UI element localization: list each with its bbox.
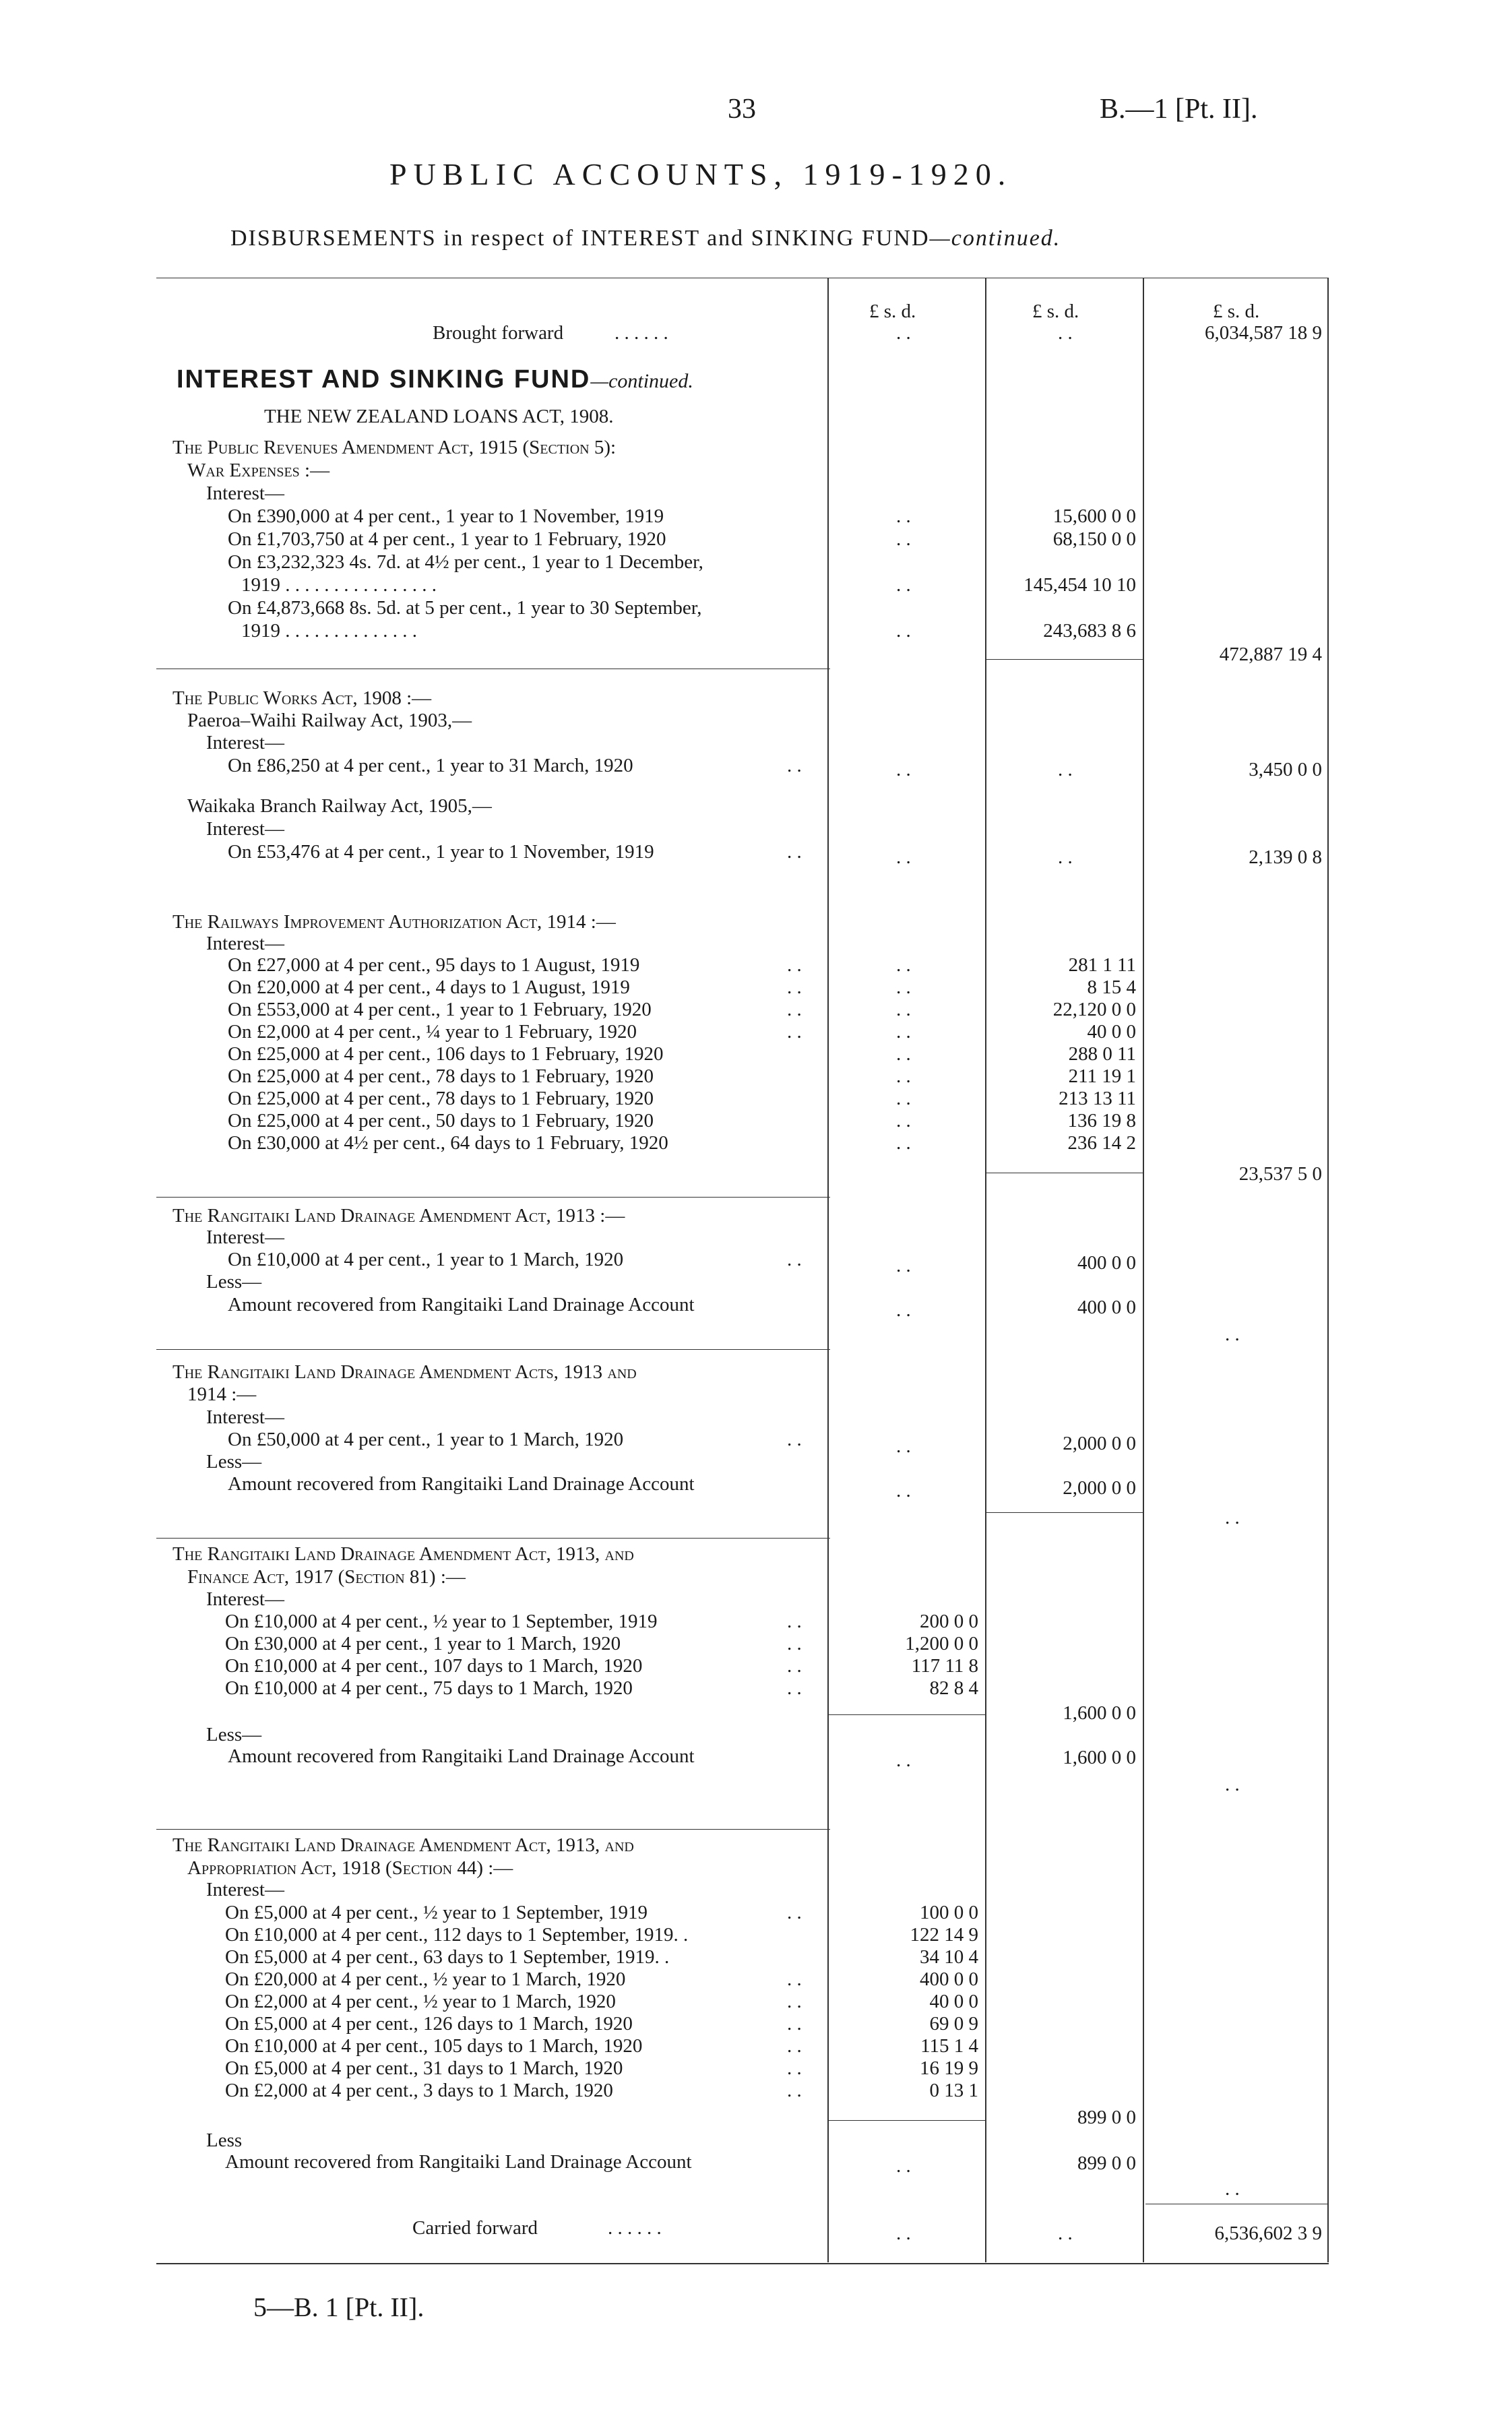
row-dots: . . bbox=[787, 2013, 802, 2035]
row-c1: . . bbox=[896, 574, 911, 596]
row-label: On £5,000 at 4 per cent., ½ year to 1 September, 1919 bbox=[225, 1902, 648, 1923]
rangitaiki-1913-1914-recovered-c1: . . bbox=[896, 1480, 911, 1501]
row-dots: . . bbox=[787, 1968, 802, 1990]
row-label: On £25,000 at 4 per cent., 106 days to 1 February, 1920 bbox=[228, 1043, 664, 1065]
rangitaiki-1913-1914-c1: . . bbox=[896, 1435, 911, 1457]
row-label: On £5,000 at 4 per cent., 31 days to 1 March, 1920 bbox=[225, 2057, 623, 2079]
row-amount-c1: 82 8 4 bbox=[929, 1677, 978, 1699]
row-label: On £5,000 at 4 per cent., 63 days to 1 September, 1919. . bbox=[225, 1946, 670, 1968]
paeroa-waihi-row-dots: . . bbox=[787, 755, 802, 776]
rangitaiki-1913-1914-heading: The Rangitaiki Land Drainage Amendment Acts, 1913 and bbox=[172, 1361, 637, 1383]
public-revenues-total: 472,887 19 4 bbox=[1219, 644, 1322, 665]
row-amount-c1: 40 0 0 bbox=[929, 1991, 978, 2012]
rangitaiki-appropriation-heading: The Rangitaiki Land Drainage Amendment Act, 1913, and bbox=[172, 1834, 634, 1856]
row-label: On £1,703,750 at 4 per cent., 1 year to 1 February, 1920 bbox=[228, 528, 666, 550]
rangitaiki-1913-1914-less: Less— bbox=[206, 1451, 262, 1472]
column-header-1: £ s. d. bbox=[869, 301, 916, 322]
rangitaiki-1913-1914-interest-label: Interest— bbox=[206, 1406, 284, 1428]
rangitaiki-1913-row-label: On £10,000 at 4 per cent., 1 year to 1 March, 1920 bbox=[228, 1249, 624, 1270]
row-label: On £2,000 at 4 per cent., ¼ year to 1 February, 1920 bbox=[228, 1021, 637, 1043]
row-dots: . . bbox=[787, 1902, 802, 1923]
rangitaiki-1913-recovered-label: Amount recovered from Rangitaiki Land Drainage Account bbox=[228, 1294, 695, 1315]
row-label: On £25,000 at 4 per cent., 78 days to 1 February, 1920 bbox=[228, 1088, 654, 1109]
row-c1: . . bbox=[896, 620, 911, 642]
row-dots: . . bbox=[787, 1611, 802, 1632]
row-c1: . . bbox=[896, 999, 911, 1020]
brought-forward-dots: . . . . . . bbox=[615, 322, 668, 344]
rangitaiki-appropriation-total: . . bbox=[1225, 2178, 1240, 2200]
row-dots: . . bbox=[787, 1677, 802, 1699]
document-reference: B.—1 [Pt. II]. bbox=[1100, 94, 1258, 125]
rangitaiki-appropriation-interest-label: Interest— bbox=[206, 1879, 284, 1900]
waikaka-c1: . . bbox=[896, 846, 911, 868]
row-c1: . . bbox=[896, 505, 911, 527]
rangitaiki-finance-heading: The Rangitaiki Land Drainage Amendment Act, 1913, and bbox=[172, 1543, 634, 1565]
waikaka-interest-label: Interest— bbox=[206, 818, 284, 840]
rangitaiki-appropriation-subtotal: 899 0 0 bbox=[1077, 2107, 1136, 2128]
rangitaiki-finance-recovered-c1: . . bbox=[896, 1749, 911, 1771]
page-title: PUBLIC ACCOUNTS, 1919-1920. bbox=[389, 157, 1013, 191]
brought-forward-total: 6,034,587 18 9 bbox=[1205, 322, 1322, 344]
paeroa-waihi-interest-label: Interest— bbox=[206, 732, 284, 753]
subtitle-continued: —continued. bbox=[929, 226, 1061, 251]
row-amount-c2: 211 19 1 bbox=[1068, 1065, 1136, 1087]
rangitaiki-1913-1914-recovered-c2: 2,000 0 0 bbox=[1063, 1477, 1136, 1499]
public-revenues-heading: The Public Revenues Amendment Act, 1915 (Section 5): bbox=[172, 437, 617, 458]
row-amount-c2: 22,120 0 0 bbox=[1052, 999, 1136, 1020]
nz-loans-act-heading: THE NEW ZEALAND LOANS ACT, 1908. bbox=[264, 406, 614, 427]
public-revenues-interest-label: Interest— bbox=[206, 483, 284, 504]
rangitaiki-finance-recovered-label: Amount recovered from Rangitaiki Land Drainage Account bbox=[228, 1745, 695, 1767]
row-amount-c2: 145,454 10 10 bbox=[1023, 574, 1136, 596]
row-c1: . . bbox=[896, 976, 911, 998]
footer-reference: 5—B. 1 [Pt. II]. bbox=[253, 2292, 424, 2322]
rangitaiki-1913-1914-total: . . bbox=[1225, 1507, 1240, 1528]
row-dots: . . bbox=[787, 1021, 802, 1043]
row-amount-c1: 117 11 8 bbox=[911, 1655, 978, 1677]
rangitaiki-1913-recovered-c1: . . bbox=[896, 1299, 911, 1321]
rangitaiki-1913-1914-c2: 2,000 0 0 bbox=[1063, 1433, 1136, 1454]
row-label: On £10,000 at 4 per cent., 105 days to 1 March, 1920 bbox=[225, 2035, 643, 2057]
row-c1: . . bbox=[896, 1043, 911, 1065]
row-amount-c1: 16 19 9 bbox=[920, 2057, 978, 2079]
waikaka-c2: . . bbox=[1058, 846, 1073, 868]
paeroa-waihi-heading: Paeroa–Waihi Railway Act, 1903,— bbox=[187, 710, 472, 731]
rangitaiki-1913-1914-subheading: 1914 :— bbox=[187, 1384, 257, 1405]
row-label: On £2,000 at 4 per cent., ½ year to 1 March, 1920 bbox=[225, 1991, 616, 2012]
row-amount-c1: 122 14 9 bbox=[910, 1924, 978, 1946]
row-dots: . . bbox=[787, 2057, 802, 2079]
row-dots: . . bbox=[787, 954, 802, 976]
carried-forward-label: Carried forward bbox=[412, 2217, 538, 2239]
row-label: On £2,000 at 4 per cent., 3 days to 1 March, 1920 bbox=[225, 2080, 613, 2101]
subtitle-main: DISBURSEMENTS in respect of INTEREST and SINKING FUND bbox=[230, 226, 930, 251]
rangitaiki-1913-row-dots: . . bbox=[787, 1249, 802, 1270]
row-amount-c2: 236 14 2 bbox=[1067, 1132, 1136, 1154]
railways-heading: The Railways Improvement Authorization Act, 1914 :— bbox=[172, 911, 616, 933]
row-amount-c2: 68,150 0 0 bbox=[1052, 528, 1136, 550]
row-label: On £10,000 at 4 per cent., 75 days to 1 March, 1920 bbox=[225, 1677, 633, 1699]
rangitaiki-finance-subtotal: 1,600 0 0 bbox=[1063, 1702, 1136, 1724]
row-amount-c1: 200 0 0 bbox=[920, 1611, 978, 1632]
row-c1: . . bbox=[896, 1132, 911, 1154]
rangitaiki-1913-1914-recovered-label: Amount recovered from Rangitaiki Land Drainage Account bbox=[228, 1473, 695, 1495]
public-revenues-subheading: War Expenses :— bbox=[187, 460, 330, 481]
row-amount-c2: 136 19 8 bbox=[1067, 1110, 1136, 1131]
row-amount-c2: 40 0 0 bbox=[1087, 1021, 1136, 1043]
row-c1: . . bbox=[896, 1065, 911, 1087]
row-amount-c1: 0 13 1 bbox=[929, 2080, 978, 2101]
row-c1: . . bbox=[896, 1088, 911, 1109]
paeroa-waihi-total: 3,450 0 0 bbox=[1249, 759, 1322, 780]
row-amount-c1: 100 0 0 bbox=[920, 1902, 978, 1923]
rangitaiki-appropriation-recovered-c1: . . bbox=[896, 2155, 911, 2177]
rangitaiki-finance-total: . . bbox=[1225, 1774, 1240, 1795]
row-amount-c1: 34 10 4 bbox=[920, 1946, 978, 1968]
row-c1: . . bbox=[896, 528, 911, 550]
rangitaiki-1913-recovered-c2: 400 0 0 bbox=[1077, 1297, 1136, 1318]
row-amount-c2: 281 1 11 bbox=[1068, 954, 1136, 976]
page-number: 33 bbox=[728, 94, 756, 125]
row-amount-c1: 1,200 0 0 bbox=[905, 1633, 978, 1654]
carried-forward-c1: . . bbox=[896, 2223, 911, 2244]
row-label: 1919 . . . . . . . . . . . . . . bbox=[241, 620, 417, 642]
row-c1: . . bbox=[896, 1110, 911, 1131]
waikaka-heading: Waikaka Branch Railway Act, 1905,— bbox=[187, 795, 492, 817]
rangitaiki-1913-1914-row-label: On £50,000 at 4 per cent., 1 year to 1 March, 1920 bbox=[228, 1429, 624, 1450]
rangitaiki-appropriation-recovered-c2: 899 0 0 bbox=[1077, 2152, 1136, 2174]
row-dots: . . bbox=[787, 2035, 802, 2057]
brought-forward-c2: . . bbox=[1058, 322, 1073, 344]
row-amount-c2: 213 13 11 bbox=[1059, 1088, 1136, 1109]
row-label: On £27,000 at 4 per cent., 95 days to 1 August, 1919 bbox=[228, 954, 640, 976]
rangitaiki-1913-c1: . . bbox=[896, 1255, 911, 1276]
rangitaiki-1913-less: Less— bbox=[206, 1271, 262, 1293]
row-dots: . . bbox=[787, 1633, 802, 1654]
row-label: On £30,000 at 4 per cent., 1 year to 1 March, 1920 bbox=[225, 1633, 621, 1654]
carried-forward-dots: . . . . . . bbox=[608, 2217, 662, 2239]
row-label: On £3,232,323 4s. 7d. at 4½ per cent., 1 year to 1 December, bbox=[228, 551, 703, 573]
row-label: On £10,000 at 4 per cent., 107 days to 1 March, 1920 bbox=[225, 1655, 643, 1677]
waikaka-row-dots: . . bbox=[787, 841, 802, 863]
row-label: 1919 . . . . . . . . . . . . . . . . bbox=[241, 574, 437, 596]
rangitaiki-finance-interest-label: Interest— bbox=[206, 1588, 284, 1610]
rangitaiki-1913-heading: The Rangitaiki Land Drainage Amendment Act, 1913 :— bbox=[172, 1205, 625, 1227]
row-label: On £25,000 at 4 per cent., 78 days to 1 February, 1920 bbox=[228, 1065, 654, 1087]
row-dots: . . bbox=[787, 2080, 802, 2101]
row-label: On £30,000 at 4½ per cent., 64 days to 1 February, 1920 bbox=[228, 1132, 668, 1154]
row-amount-c2: 288 0 11 bbox=[1068, 1043, 1136, 1065]
rangitaiki-1913-c2: 400 0 0 bbox=[1077, 1252, 1136, 1274]
rangitaiki-finance-recovered-c2: 1,600 0 0 bbox=[1063, 1747, 1136, 1768]
railways-total: 23,537 5 0 bbox=[1238, 1163, 1322, 1185]
row-label: On £553,000 at 4 per cent., 1 year to 1 February, 1920 bbox=[228, 999, 652, 1020]
row-label: On £10,000 at 4 per cent., ½ year to 1 September, 1919 bbox=[225, 1611, 658, 1632]
main-heading bbox=[177, 365, 693, 394]
row-label: On £20,000 at 4 per cent., ½ year to 1 March, 1920 bbox=[225, 1968, 626, 1990]
rangitaiki-1913-1914-row-dots: . . bbox=[787, 1429, 802, 1450]
railways-interest-label: Interest— bbox=[206, 933, 284, 954]
main-heading-continued: —continued. bbox=[590, 370, 693, 392]
brought-forward-c1: . . bbox=[896, 322, 911, 344]
carried-forward-c2: . . bbox=[1058, 2223, 1073, 2244]
row-label: On £20,000 at 4 per cent., 4 days to 1 August, 1919 bbox=[228, 976, 630, 998]
row-label: On £5,000 at 4 per cent., 126 days to 1 March, 1920 bbox=[225, 2013, 633, 2035]
main-heading-text: INTEREST AND SINKING FUND bbox=[177, 365, 591, 394]
rangitaiki-appropriation-subheading: Appropriation Act, 1918 (Section 44) :— bbox=[187, 1857, 513, 1879]
row-amount-c2: 243,683 8 6 bbox=[1043, 620, 1136, 642]
carried-forward-total: 6,536,602 3 9 bbox=[1214, 2223, 1322, 2244]
rangitaiki-1913-total: . . bbox=[1225, 1324, 1240, 1345]
row-label: On £10,000 at 4 per cent., 112 days to 1 September, 1919. . bbox=[225, 1924, 689, 1946]
row-amount-c2: 15,600 0 0 bbox=[1052, 505, 1136, 527]
paeroa-waihi-row-label: On £86,250 at 4 per cent., 1 year to 31 March, 1920 bbox=[228, 755, 633, 776]
row-dots: . . bbox=[787, 1655, 802, 1677]
row-dots: . . bbox=[787, 976, 802, 998]
rangitaiki-1913-interest-label: Interest— bbox=[206, 1227, 284, 1248]
paeroa-waihi-c2: . . bbox=[1058, 759, 1073, 780]
row-amount-c1: 69 0 9 bbox=[929, 2013, 978, 2035]
row-amount-c1: 400 0 0 bbox=[920, 1968, 978, 1990]
paeroa-waihi-c1: . . bbox=[896, 759, 911, 780]
row-label: On £25,000 at 4 per cent., 50 days to 1 February, 1920 bbox=[228, 1110, 654, 1131]
brought-forward-label: Brought forward bbox=[433, 322, 564, 344]
rangitaiki-finance-subheading: Finance Act, 1917 (Section 81) :— bbox=[187, 1566, 466, 1588]
waikaka-row-label: On £53,476 at 4 per cent., 1 year to 1 November, 1919 bbox=[228, 841, 654, 863]
public-works-heading: The Public Works Act, 1908 :— bbox=[172, 687, 432, 709]
column-header-3: £ s. d. bbox=[1213, 301, 1260, 322]
row-c1: . . bbox=[896, 1021, 911, 1043]
row-dots: . . bbox=[787, 999, 802, 1020]
row-c1: . . bbox=[896, 954, 911, 976]
rangitaiki-appropriation-recovered-label: Amount recovered from Rangitaiki Land Drainage Account bbox=[225, 2151, 692, 2173]
row-amount-c1: 115 1 4 bbox=[920, 2035, 978, 2057]
page-subtitle bbox=[230, 226, 1061, 251]
waikaka-total: 2,139 0 8 bbox=[1249, 846, 1322, 868]
row-label: On £4,873,668 8s. 5d. at 5 per cent., 1 year to 30 September, bbox=[228, 597, 702, 619]
column-header-2: £ s. d. bbox=[1032, 301, 1079, 322]
row-label: On £390,000 at 4 per cent., 1 year to 1 November, 1919 bbox=[228, 505, 664, 527]
rangitaiki-finance-less: Less— bbox=[206, 1724, 262, 1745]
row-amount-c2: 8 15 4 bbox=[1087, 976, 1136, 998]
row-dots: . . bbox=[787, 1991, 802, 2012]
rangitaiki-appropriation-less: Less bbox=[206, 2130, 243, 2151]
